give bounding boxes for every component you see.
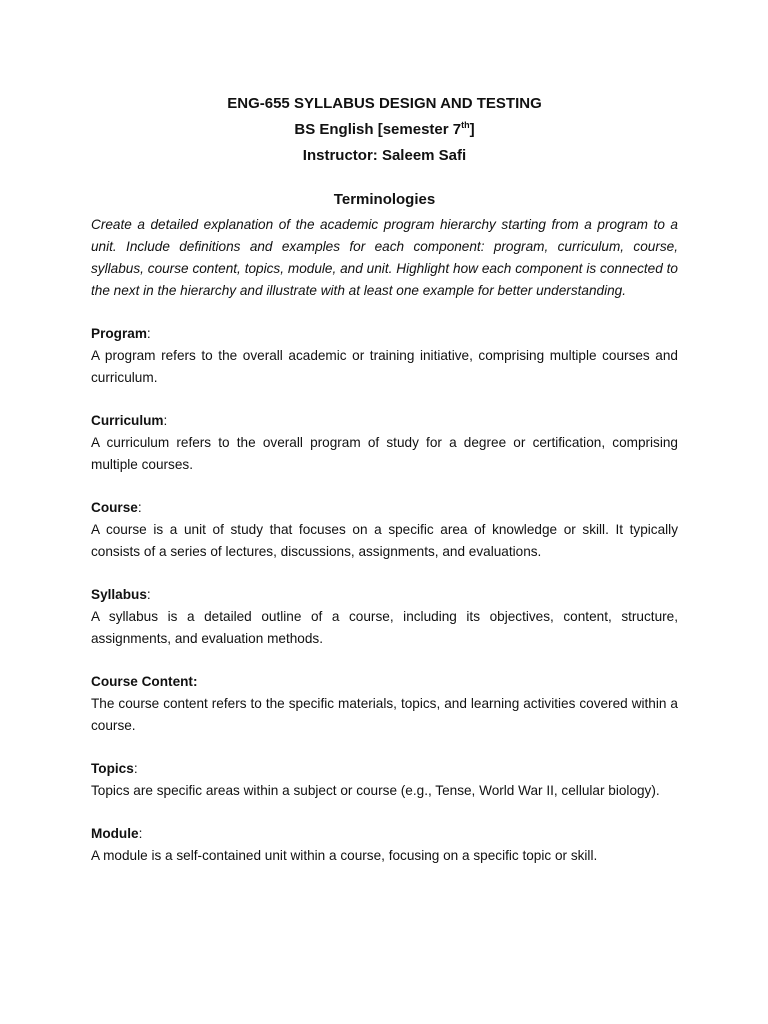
term-definition: Topics are specific areas within a subject or course (e.g., Tense, World War II, cellular biology). [91, 783, 660, 798]
term-topics [91, 758, 678, 802]
term-label-colon: : [163, 413, 168, 428]
term-label-text: Curriculum [91, 413, 164, 428]
term-label [91, 823, 678, 845]
term-definition: The course content refers to the specific materials, topics, and learning activities covered within a course. [91, 696, 678, 733]
term-label-colon: : [146, 326, 151, 341]
term-label-colon: : [133, 761, 138, 776]
term-label [91, 584, 678, 606]
term-definition: A course is a unit of study that focuses on a specific area of knowledge or skill. It typically consists of a series of lectures, discussions, assignments, and evaluations. [91, 522, 678, 559]
term-label-text: Program [91, 326, 147, 341]
term-label-text: Course Content: [91, 674, 198, 689]
semester-superscript: th [461, 120, 470, 130]
assignment-prompt: Create a detailed explanation of the academic program hierarchy starting from a program to a unit. Include definitions and examples for each component: program, curriculum, course, syllabus, course content, topics, module, and unit. Highlight how each component is connected to the next in the hierarchy and illustrate with at least one example for better understanding. [91, 217, 678, 298]
term-module [91, 823, 678, 867]
term-definition: A curriculum refers to the overall program of study for a degree or certification, comprising multiple courses. [91, 435, 678, 472]
term-program [91, 323, 678, 389]
program-line [91, 117, 678, 143]
term-label-text: Module [91, 826, 139, 841]
term-definition: A module is a self-contained unit within a course, focusing on a specific topic or skill. [91, 848, 598, 863]
term-label [91, 758, 678, 780]
instructor-line: Instructor: Saleem Safi [302, 147, 467, 164]
term-course-content [91, 671, 678, 737]
term-label-text: Topics [91, 761, 134, 776]
term-label [91, 497, 678, 519]
section-heading: Terminologies [333, 191, 436, 208]
program-text: BS English [semester 7 [294, 121, 462, 138]
term-definition: A syllabus is a detailed outline of a course, including its objectives, content, structure, assignments, and evaluation methods. [91, 609, 678, 646]
term-label-colon: : [137, 500, 142, 515]
term-course [91, 497, 678, 563]
term-label-text: Course [91, 500, 138, 515]
term-label [91, 671, 678, 693]
term-label [91, 410, 678, 432]
course-title: ENG-655 SYLLABUS DESIGN AND TESTING [227, 95, 542, 112]
term-curriculum [91, 410, 678, 476]
term-label-colon: : [146, 587, 151, 602]
term-label-text: Syllabus [91, 587, 147, 602]
document-content [91, 91, 678, 867]
program-closing-bracket: ] [469, 121, 475, 138]
term-definition: A program refers to the overall academic or training initiative, comprising multiple courses and curriculum. [91, 348, 678, 385]
term-syllabus [91, 584, 678, 650]
term-label [91, 323, 678, 345]
term-label-colon: : [138, 826, 143, 841]
